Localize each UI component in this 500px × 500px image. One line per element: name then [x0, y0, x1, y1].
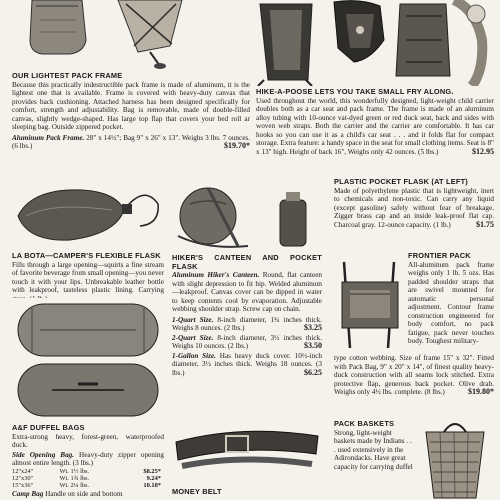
table-row	[12, 482, 164, 489]
money-belt-photo	[172, 420, 322, 486]
camp-bag-name: Camp Bag	[12, 489, 44, 498]
pack-basket-photo	[414, 418, 496, 500]
canteen-1qt-label: 1-Quart Size.	[172, 315, 214, 324]
canteen-product-name: Aluminum Hiker's Canteen.	[172, 271, 260, 279]
canteen-1qt-text: 8-inch diameter, 1¾ inches thick. Weighs 8 ounces. (2 lbs.)	[172, 315, 323, 332]
canteen-description: Round, flat canteen with slight depression to fit hip. Welded aluminum—leakproof. Canvas cover can be dipped in water to keep contents cool by evaporation. Adjustable webbing shoulder strap. Screw cap on chain.	[172, 271, 322, 313]
pack-frame-spec: 28" x 14½"; Bag 9" x 26" x 13". Weighs 3 lbs. 7 ounces. (6 lbs.)	[12, 133, 251, 150]
duffel-size-table	[12, 468, 164, 489]
baskets-section	[334, 420, 414, 471]
duffel-size: 12"x30"	[12, 474, 34, 482]
duffel-price: 10.18*	[143, 481, 161, 489]
la-bota-heading: LA BOTA—CAMPER'S FLEXIBLE FLASK	[12, 251, 161, 260]
baskets-description: Strong, light-weight baskets made by Indians . . . used extensively in the Adirondacks. Have great capacity for carrying duffel	[334, 428, 413, 471]
plastic-flask-section	[334, 178, 494, 229]
pack-frame-product-name: Aluminum Pack Frame.	[12, 133, 85, 142]
table-row	[12, 468, 164, 475]
frontier-section-wide	[334, 354, 494, 397]
canteen-2qt-price: $3.50	[304, 341, 322, 350]
frontier-description-narrow: All-aluminum pack frame weighs only 1 lb. 5 ozs. Has padded shoulder straps that are swivel mounted for automatic personal adjustment. Contour frame construction engineered for body comfort, no pack fatigue, pack never touches body. Toughest military-	[408, 260, 494, 345]
frontier-section	[408, 252, 494, 346]
duffel-weight: Wt. 1¾ lbs.	[59, 474, 90, 482]
plastic-flask-description: Made of polyethylene plastic that is lightweight, inert to chemicals and non-toxic. Can carry any liquid (except gasoline) safely without fear of breakage. Zigger brass cap and an inside leak-proof flat cap. Charcoal gray. 12-ounce capacity. (1 lb.)	[334, 186, 494, 229]
duffel-price: 9.24*	[146, 474, 161, 482]
table-row	[12, 475, 164, 482]
canteen-photo	[168, 176, 338, 252]
frontier-price: $19.80*	[468, 387, 494, 396]
hike-a-poose-section	[256, 88, 494, 156]
duffel-weight: Wt. 1½ lbs.	[59, 467, 90, 475]
hike-a-poose-photo	[250, 0, 495, 86]
canteen-2qt-text: 8-inch diameter, 3½ inches thick. Weighs 10 ounces. (2 lbs.)	[172, 333, 323, 350]
pack-frame-heading: OUR LIGHTEST PACK FRAME	[12, 71, 123, 80]
duffel-size: 12"x24"	[12, 467, 34, 475]
money-belt-section	[172, 488, 322, 497]
pack-frame-section	[12, 72, 250, 151]
la-bota-photo	[12, 176, 162, 248]
canteen-1gal-price: $6.25	[304, 367, 322, 377]
camp-bag-text: Handle on side and bottom	[45, 489, 123, 498]
hike-a-poose-price: $12.95	[472, 146, 494, 156]
canteen-heading: HIKER'S CANTEEN AND POCKET FLASK	[172, 253, 322, 271]
plastic-flask-heading: PLASTIC POCKET FLASK (AT LEFT)	[334, 177, 468, 186]
duffel-description: Extra-strong heavy, forest-green, waterproofed duck.	[12, 432, 164, 449]
plastic-flask-price: $1.75	[476, 219, 494, 229]
la-bota-description: Fills through a large opening—squirts a fine stream of favorite beverage from small opening—you never touch it with your lips. Unbreakable leather bottle with leakproof, tasteless plastic lining. Carrying	[12, 260, 164, 294]
pack-frame-photo	[10, 0, 210, 70]
frontier-description-wide: type cotton webbing. Size of frame 15" x 32". Fitted with Pack Bag, 9" x 20" x 14", of finest quality heavy-duck construction with all seams lock stitched. Extra protective flap, generous back pocket. Olive drab. Weighs only 4½ lbs. complete. (8 lbs.)	[334, 354, 494, 396]
canteen-2qt-label: 2-Quart Size.	[172, 333, 214, 342]
frontier-heading: FRONTIER PACK	[408, 251, 471, 260]
baskets-heading: PACK BASKETS	[334, 419, 395, 428]
duffel-product-text: Heavy-duty zipper opening almost entire length. (3 lbs.)	[12, 450, 165, 467]
frontier-pack-photo	[336, 258, 406, 352]
hike-a-poose-description: Used throughout the world, this wonderfully designed, light-weight child carrier doubles both as a car seat and pack frame. The frame is made of an aluminum alloy tubing with 10-ounce vat-dyed green or red duck seat, back and sides with woven web straps. Both the carrier and the carrier are comfortable. It has car hooks so you can use it as a child's car seat . . . and it folds flat for compact storage. Extra feature: a handy space in the seat for small clothing items. Seat is 8" x 13" high. Height of back 16", Weighs only 42 ounces. (5 lbs.)	[256, 96, 494, 156]
canteen-1qt-price: $3.25	[304, 323, 322, 332]
money-belt-heading: MONEY BELT	[172, 487, 222, 496]
duffel-size: 15"x36"	[12, 481, 34, 489]
pack-frame-price: $19.70*	[224, 141, 250, 150]
canteen-1gal-label: 1-Gallon Size.	[172, 351, 216, 360]
duffel-bags-photo	[12, 298, 164, 422]
canteen-1gal-text: Has heavy duck cover. 10½-inch diameter, 3½ inches thick. Weighs 18 ounces. (3 lbs.)	[172, 351, 323, 377]
canteen-section	[172, 254, 322, 377]
hike-a-poose-heading: HIKE-A-POOSE LETS YOU TAKE SMALL FRY ALONG.	[256, 87, 454, 96]
duffel-heading: A&F DUFFEL BAGS	[12, 423, 85, 432]
pack-frame-description: Because this practically indestructible pack frame is made of aluminum, it is the lightest one that is available. Frame is covered with heavy-duty canvas that provides back cushioning. Attached harness has been designed specifically for comfort, strength and adjustability. Bag is removable, made of double-filled canvas, slightly wedge-shaped. Has large top flap that covers your bed roll ar sleeping bag. Outside zippered pocket.	[12, 80, 250, 131]
duffel-price: $8.25*	[143, 467, 161, 475]
duffel-weight: Wt. 2¼ lbs.	[59, 481, 90, 489]
duffel-section	[12, 424, 164, 498]
duffel-product-name: Side Opening Bag.	[12, 450, 75, 459]
